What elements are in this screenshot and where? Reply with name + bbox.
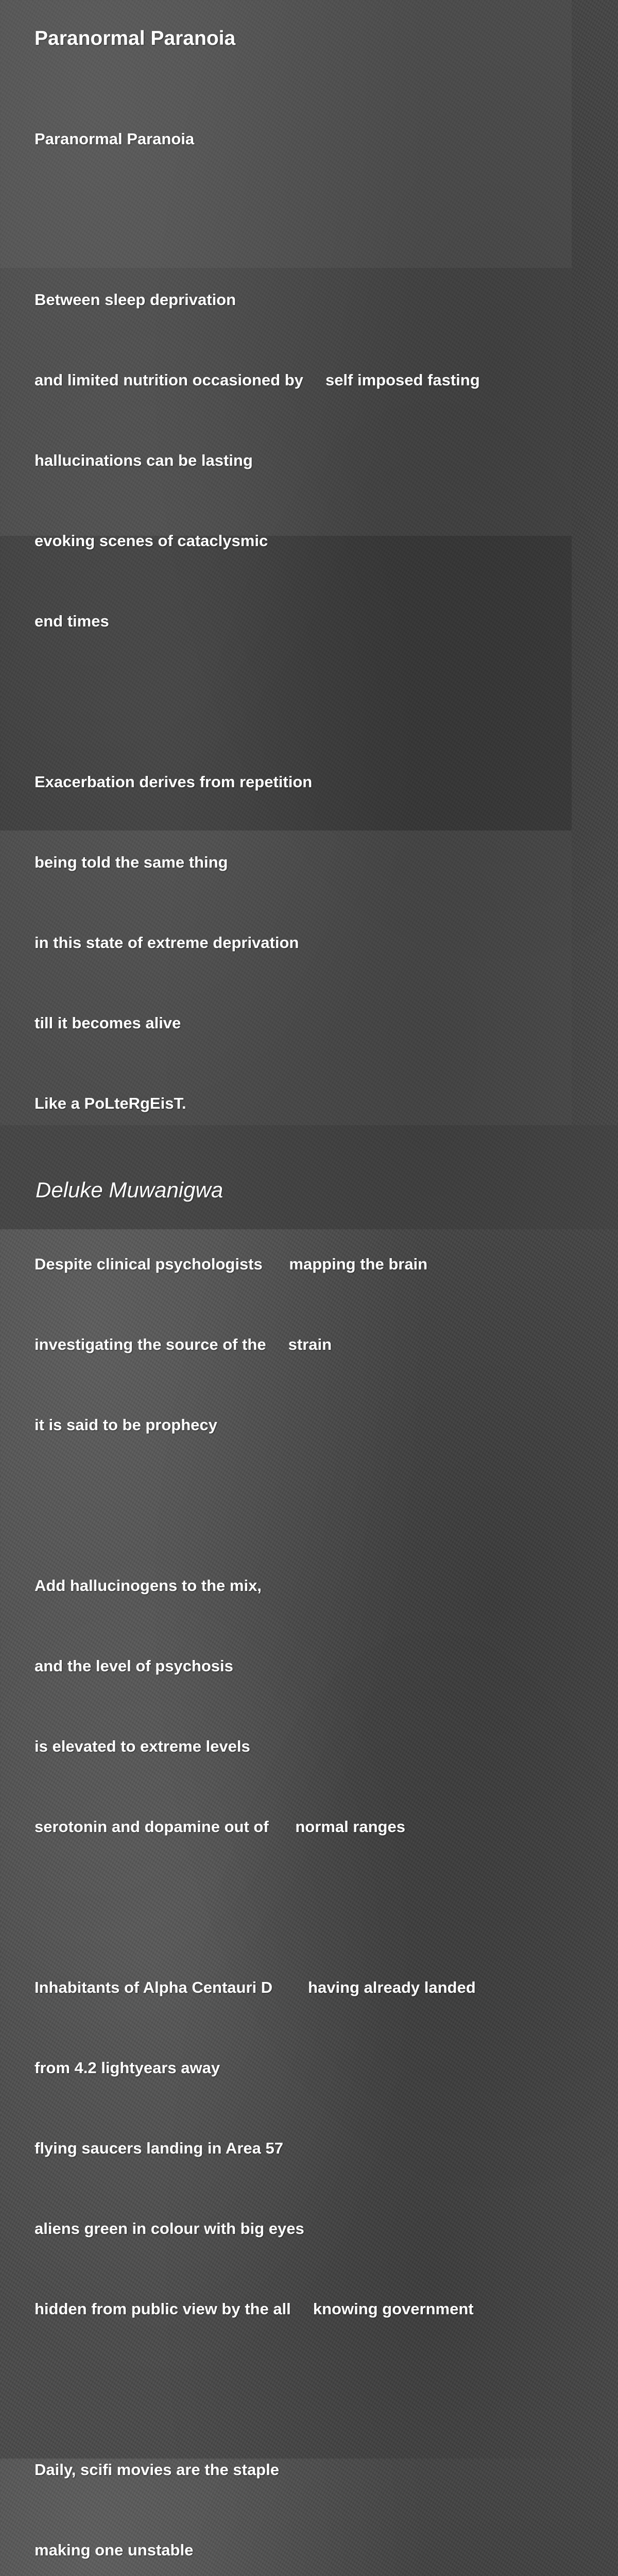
poem-line: being told the same thing [35, 853, 228, 871]
poem-line: it is said to be prophecy [35, 1416, 217, 1434]
poem-line: aliens green in colour with big eyes [35, 2219, 304, 2238]
poem-title: Paranormal Paranoia [35, 27, 236, 49]
poem-line: hidden from public view by the all knowing government [35, 2300, 474, 2318]
poem-line [35, 1492, 580, 1519]
poem-line: Daily, scifi movies are the staple [35, 2461, 279, 2479]
poem-line: is elevated to extreme levels [35, 1737, 250, 1755]
poem-line: Paranormal Paranoia [35, 130, 195, 148]
poem-line: in this state of extreme deprivation [35, 934, 299, 952]
poem-line: end times [35, 612, 109, 630]
poem-body [35, 72, 580, 2576]
poem-line: from 4.2 lightyears away [35, 2059, 220, 2077]
poem-line: and limited nutrition occasioned by self imposed fasting [35, 371, 480, 389]
poem-line: investigating the source of the strain [35, 1335, 332, 1353]
poem-line: hallucinations can be lasting [35, 451, 253, 469]
poem-line: Inhabitants of Alpha Centauri D having already landed [35, 1978, 476, 1996]
poem-line: and the level of psychosis [35, 1657, 233, 1675]
poem-line: flying saucers landing in Area 57 [35, 2139, 283, 2157]
poem-line: Add hallucinogens to the mix, [35, 1577, 262, 1595]
poem-line: serotonin and dopamine out of normal ranges [35, 1818, 405, 1836]
poem-line: till it becomes alive [35, 1014, 181, 1032]
poem-line: Despite clinical psychologists mapping the brain [35, 1255, 428, 1273]
poem-line: Like a PoLteRgEisT. [35, 1094, 186, 1112]
poem-line: Between sleep deprivation [35, 291, 236, 309]
poem-line: Exacerbation derives from repetition [35, 773, 313, 791]
author-name: Deluke Muwanigwa [36, 1178, 224, 1202]
poem-line [35, 2376, 580, 2403]
poem-line [35, 206, 580, 233]
poem-line [35, 688, 580, 715]
poem-line [35, 1894, 580, 1921]
poem-card [35, 25, 580, 2576]
poem-line: evoking scenes of cataclysmic [35, 532, 268, 550]
poem-line: making one unstable [35, 2541, 194, 2559]
